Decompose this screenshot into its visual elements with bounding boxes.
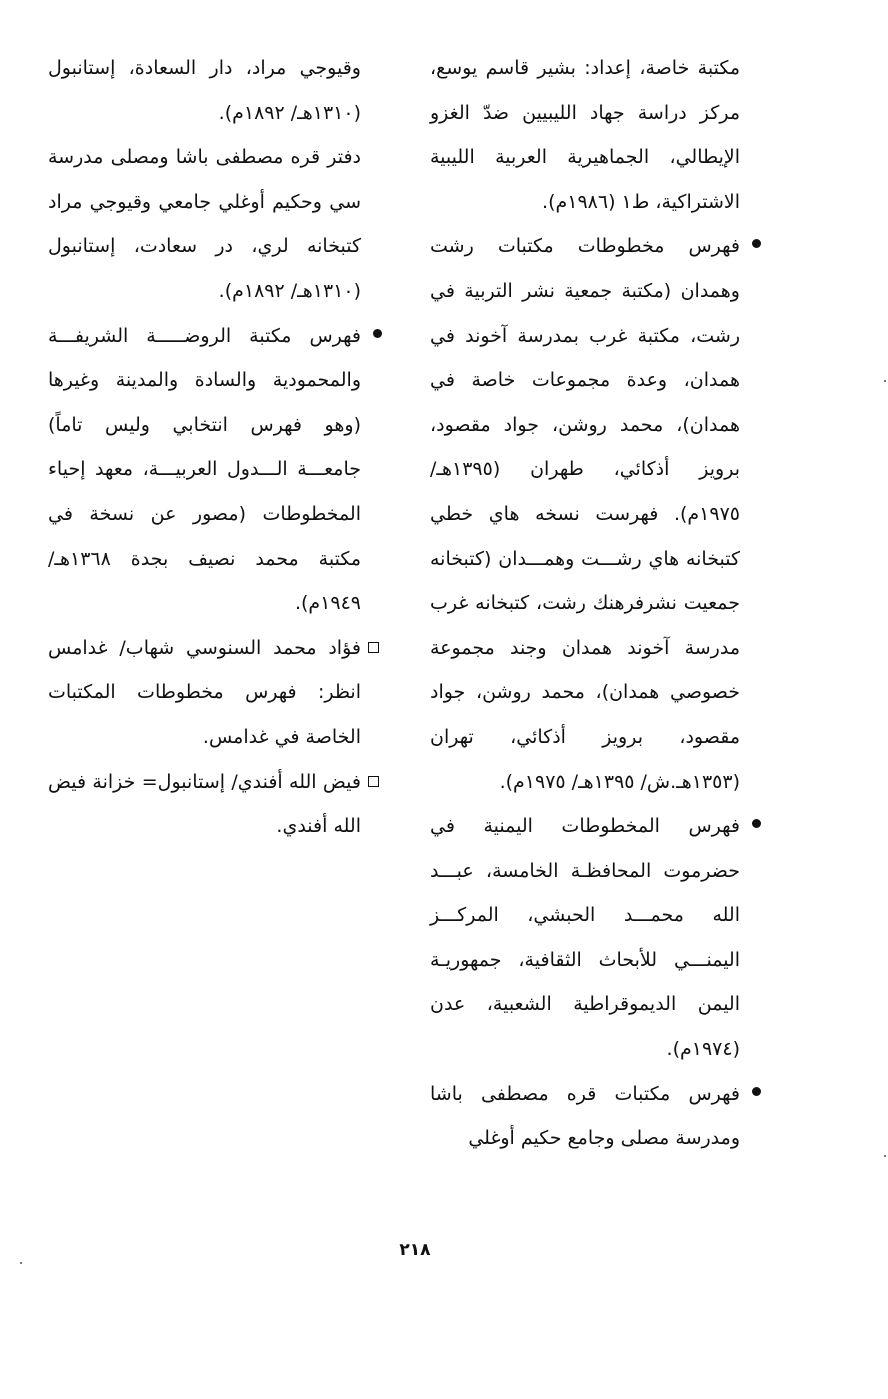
paragraph: مكتبة خاصة، إعداد: بشير قاسم يوسع، مركز دراسة جهاد الليبيين ضدّ الغزو الإيطالي، الجماهيرية العربية الليبية الاشتراكية، ط١ (١٩٨٦م). (430, 57, 740, 213)
entry-text: فهرس مكتبة الروضـــــة الشريفـــة والمحمودية والسادة والمدينة وغيرها (وهو فهرس انتخابي وليس تاماً) جامعـــة الـــدول العربيـــة، معهد إحياء المخطوطات (مصور عن نسخة في مكتبة محمد نصيف بجدة ١٣٦٨هـ/ ١٩٤٩م). (48, 324, 361, 615)
bullet-icon (752, 819, 761, 828)
square-entry (48, 626, 361, 760)
page-number: ٢١٨ (399, 1240, 431, 1260)
margin-mark (884, 1155, 886, 1157)
square-entry (48, 760, 361, 849)
bullet-icon (752, 239, 761, 248)
bullet-icon (752, 1087, 761, 1096)
entry-text: فهرس مخطوطات مكتبات رشت وهمدان (مكتبة جمعية نشر التربية في رشت، مكتبة غرب بمدرسة آخوند في همدان، وعدة مجموعات خاصة في همدان)، محمد روشن، جواد مقصود، برويز أذكائي، طهران (١٣٩٥هـ/ ١٩٧٥م). فهرست نسخه هاي خطي كتبخانه هاي رشـــت وهمـــدان (كتبخانه جمعيت نشرفرهنك رشت، كتبخانه غرب مدرسة آخوند همدان وجند مجموعة خصوصي همدان)، محمد روشن، جواد مقصود، برويز أذكائي، تهران (١٣٥٣هـ.ش/ ١٣٩٥هـ/ ١٩٧٥م). (430, 235, 740, 793)
square-bullet-icon (368, 642, 379, 653)
paragraph: وقيوجي مراد، دار السعادة، إستانبول (١٣١٠هـ/ ١٨٩٢م). (48, 57, 361, 124)
entry-text: فؤاد محمد السنوسي شهاب/ غدامس انظر: فهرس مخطوطات المكتبات الخاصة في غدامس. (48, 636, 361, 748)
margin-mark (20, 1262, 22, 1264)
bullet-entry (48, 314, 361, 626)
entry-text: فيض الله أفندي/ إستانبول= خزانة فيض الله أفندي. (48, 770, 361, 838)
paragraph: دفتر قره مصطفى باشا ومصلى مدرسة سي وحكيم أوغلي جامعي وقيوجي مراد كتبخانه لري، در سعادت، إستانبول (١٣١٠هـ/ ١٨٩٢م). (48, 146, 361, 302)
bullet-entry (430, 1072, 740, 1161)
entry-text: فهرس مكتبات قره مصطفى باشا ومدرسة مصلى وجامع حكيم أوغلي (430, 1082, 740, 1150)
entry-text: فهرس المخطوطات اليمنية في حضرموت المحافظـة الخامسة، عبـــد الله محمـــد الحبشي، المركـــز اليمنـــي للأبحاث الثقافية، جمهوريـة اليمن الديموقراطية الشعبية، عدن (١٩٧٤م). (430, 815, 740, 1061)
square-bullet-icon (368, 776, 379, 787)
bullet-entry (430, 224, 740, 804)
left-column (48, 46, 361, 849)
margin-mark (884, 380, 886, 382)
bullet-icon (373, 329, 382, 338)
bullet-entry (430, 804, 740, 1072)
right-column (430, 46, 740, 1161)
